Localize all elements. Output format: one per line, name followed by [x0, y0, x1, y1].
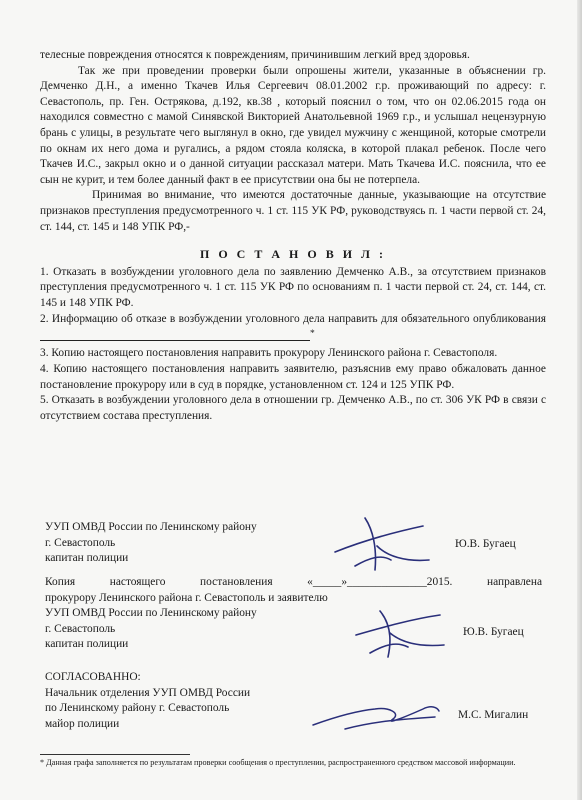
sig1-line-1: УУП ОМВД России по Ленинскому району	[45, 521, 257, 533]
footnote-rule	[40, 754, 190, 755]
footnote-text: * Данная графа заполняется по результатам проверки сообщения о преступлении, распространенного средством массовой информации.	[40, 758, 516, 767]
item-3: 3. Копию настоящего постановления направить прокурору Ленинского района г. Севастополя.	[40, 347, 498, 360]
agreed-name: М.С. Мигалин	[458, 709, 529, 721]
copy-line-3: капитан полиции	[45, 638, 129, 651]
item-2	[40, 312, 546, 347]
item-4: 4. Копию настоящего постановления направить заявителю, разъяснив ему право обжаловать данное постановление прокурору или в суд в порядке, установленном ст. 124 и 125 УПК РФ.	[40, 363, 546, 391]
sig1-line-2: г. Севастополь	[45, 536, 116, 549]
resolution-heading: П О С Т А Н О В И Л :	[200, 247, 386, 262]
footnote-block	[40, 754, 546, 769]
copy-line-2: г. Севастополь	[45, 622, 116, 635]
footnote-mark: *	[310, 329, 315, 340]
paragraph-2: Принимая во внимание, что имеются достаточные данные, указывающие на отсутствие признаков преступления предусмотренного ч. 1 ст. 115 УК РФ, руководствуясь п. 1 части первой ст. 24, ст. 144, ст. 145 и 148 УПК РФ,-	[40, 189, 546, 233]
sig1-name: Ю.В. Бугаец	[455, 538, 516, 550]
blank-line	[40, 330, 310, 341]
agreed-line-1: Начальник отделения УУП ОМВД России	[45, 686, 251, 699]
copy-line-b: прокурору Ленинского района г. Севастополь и заявителю	[45, 591, 328, 604]
copy-line-a: Копия настоящего постановления «_____»______________2015. направлена	[45, 576, 542, 588]
signature-2-icon	[350, 605, 450, 665]
copy-name: Ю.В. Бугаец	[463, 626, 524, 638]
item-1: 1. Отказать в возбуждении уголовного дела по заявлению Демченко А.В., за отсутствием признаков преступления предусмотренного ч. 1 ст. 115 УК РФ по основаниям п. 1 части первой ст. 24, ст. 144, ст. 145 и 148 УПК РФ.	[40, 265, 546, 309]
sig1-line-3: капитан полиции	[45, 552, 129, 565]
page-edge-shadow	[577, 0, 582, 800]
paragraph-0: телесные повреждения относятся к повреждениям, причинившим легкий вред здоровья.	[40, 49, 470, 61]
agreed-title: СОГЛАСОВАННО:	[45, 671, 141, 683]
agreed-line-2: по Ленинскому району г. Севастополь	[45, 702, 230, 715]
item-2-text: 2. Информацию об отказе в возбуждении уголовного дела направить для обязательного опубликования	[40, 312, 546, 325]
item-5: 5. Отказать в возбуждении уголовного дела в отношении гр. Демченко А.В., по ст. 306 УК РФ в связи с отсутствием состава преступления.	[40, 394, 546, 422]
copy-block	[45, 575, 542, 653]
agreed-line-3: майор полиции	[45, 717, 120, 730]
signature-3-icon	[305, 695, 445, 735]
paragraph-1: Так же при проведении проверки были опрошены жители, указанные в объяснении гр. Демченко Д.Н., а именно Ткачев Илья Сергеевич 08.01.2002 г.р. проживающий по адресу: г. Севастополь, пр. Ген. Острякова, д.192, кв.38 , который пояснил о том, что он 02.06.2015 года он находился совместно с мамой Синявской Викторией Анатольевной 1969 г.р., и услышал нецензурную брань с улицы, в результате чего выглянул в окно, где увидел мужчину с женщиной, которые смотрели по окнам их него дома и ругались, а рядом стояла коляска, в которой плакал ребенок. После чего Ткачев И.С., закрыл окно и о данной ситуации рассказал матери. Мать Ткачева И.С. пояснила, что ее сын не курит, и тем более данный факт в ее присутствии она бы не потерпела.	[40, 64, 546, 186]
signature-1-icon	[325, 510, 435, 580]
copy-line-1: УУП ОМВД России по Ленинскому району	[45, 607, 257, 620]
